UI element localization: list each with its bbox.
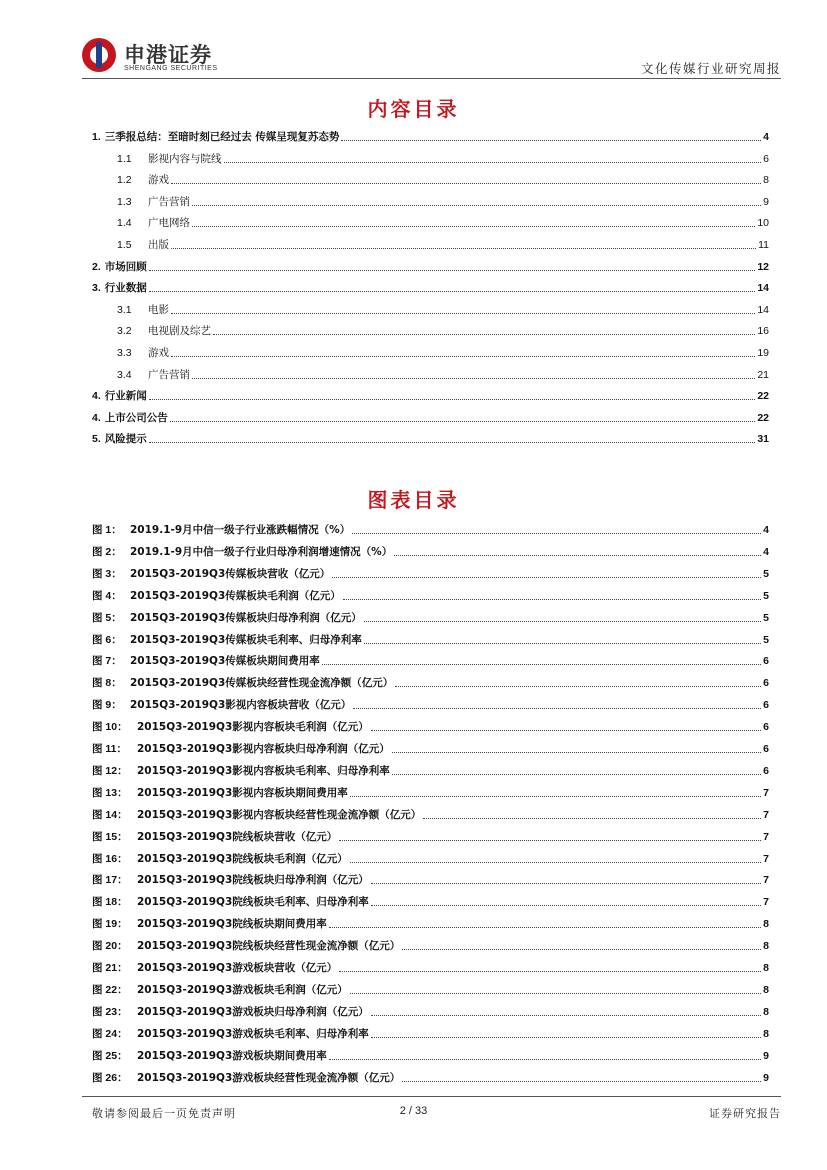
entry-title: 2019.1-9月中信一级子行业涨跌幅情况（%）	[130, 524, 351, 536]
entry-number: 4.	[92, 390, 101, 403]
entry-page-number: 6	[763, 764, 769, 777]
dot-leader	[171, 248, 756, 249]
report-category: 文化传媒行业研究周报	[640, 61, 781, 76]
entry-label	[92, 567, 330, 581]
entry-number: 图 22：	[92, 983, 128, 996]
dot-leader	[395, 686, 761, 687]
toc-entry[interactable]	[117, 234, 769, 252]
entry-title: 电影	[148, 303, 169, 316]
entry-number: 图 1：	[92, 524, 122, 536]
entry-title: 广告营销	[148, 368, 190, 381]
figure-entry[interactable]	[92, 869, 769, 887]
entry-number: 3.3	[117, 347, 132, 359]
entry-title: 2015Q3-2019Q3影视内容板块期间费用率	[137, 786, 348, 799]
entry-label	[92, 611, 362, 625]
entry-page-number: 6	[763, 677, 769, 690]
entry-title: 电视剧及综艺	[148, 325, 211, 338]
dot-leader	[371, 883, 761, 884]
entry-page-number: 5	[763, 633, 769, 646]
dot-leader	[402, 1081, 761, 1082]
entry-label	[117, 195, 190, 209]
entry-label	[92, 939, 400, 953]
entry-title: 市场回顾	[104, 260, 147, 273]
entry-title: 2015Q3-2019Q3院线板块期间费用率	[137, 918, 327, 931]
entry-label	[92, 720, 369, 734]
dot-leader	[329, 1059, 761, 1060]
entry-page-number: 31	[757, 433, 769, 446]
entry-page-number: 19	[757, 347, 769, 359]
entry-title: 行业数据	[104, 282, 147, 295]
entry-label	[117, 152, 222, 166]
figure-entry[interactable]	[92, 1045, 769, 1063]
figure-entry[interactable]	[92, 848, 769, 866]
entry-page-number: 10	[757, 217, 769, 230]
entry-label	[92, 786, 348, 800]
entry-label	[92, 917, 327, 931]
entry-page-number: 8	[763, 174, 769, 187]
entry-label	[92, 130, 339, 144]
dot-leader	[364, 643, 761, 644]
dot-leader	[171, 313, 755, 314]
entry-number: 1.5	[117, 239, 132, 251]
entry-page-number: 5	[763, 589, 769, 602]
entry-title: 2015Q3-2019Q3影视内容板块经营性现金流净额（亿元）	[137, 808, 422, 821]
figure-entry[interactable]	[92, 935, 769, 953]
figure-entry[interactable]	[92, 607, 769, 625]
entry-number: 图 6：	[92, 633, 122, 646]
footer-divider	[82, 1096, 781, 1097]
dot-leader	[423, 818, 761, 819]
dot-leader	[149, 442, 756, 443]
entry-label	[117, 368, 190, 382]
entry-label	[92, 545, 392, 559]
entry-title: 2015Q3-2019Q3游戏板块毛利率、归母净利率	[137, 1027, 369, 1040]
logo-english-name: SHENGANG SECURITIES	[124, 65, 218, 72]
entry-number: 图 10：	[92, 721, 128, 734]
entry-label	[92, 983, 348, 997]
entry-page-number: 4	[763, 131, 769, 143]
entry-number: 图 7：	[92, 655, 122, 668]
dot-leader	[149, 270, 756, 271]
entry-label	[92, 633, 362, 647]
header-divider	[82, 78, 781, 79]
figure-entry[interactable]	[92, 672, 769, 690]
entry-label	[117, 238, 169, 252]
company-logo	[82, 38, 232, 78]
toc-entry[interactable]	[117, 148, 769, 166]
entry-number: 1.	[92, 131, 101, 143]
entry-number: 3.	[92, 282, 101, 295]
entry-page-number: 5	[763, 567, 769, 580]
report-type: 证券研究报告	[709, 1107, 781, 1120]
entry-title: 2015Q3-2019Q3影视内容板块毛利润（亿元）	[137, 721, 369, 734]
entry-title: 三季报总结：至暗时刻已经过去 传媒呈现复苏态势	[104, 131, 340, 143]
dot-leader	[394, 555, 761, 556]
dot-leader	[364, 621, 761, 622]
entry-label	[92, 808, 421, 822]
entry-label	[92, 873, 369, 887]
entry-title: 2019.1-9月中信一级子行业归母净利润增速情况（%）	[130, 545, 393, 558]
entry-title: 2015Q3-2019Q3影视内容板块毛利率、归母净利率	[137, 764, 390, 777]
entry-page-number: 7	[763, 830, 769, 843]
toc-entry[interactable]	[117, 169, 769, 187]
entry-title: 广告营销	[148, 195, 190, 208]
entry-number: 图 9：	[92, 699, 122, 712]
dot-leader	[192, 205, 761, 206]
entry-page-number: 9	[763, 1049, 769, 1062]
page-header	[0, 0, 827, 80]
entry-label	[117, 173, 169, 187]
dot-leader	[213, 334, 755, 335]
toc-entry[interactable]	[117, 299, 769, 317]
entry-page-number: 12	[757, 260, 769, 273]
entry-label	[92, 961, 337, 975]
dot-leader	[341, 140, 761, 141]
entry-label	[92, 830, 337, 844]
dot-leader	[352, 533, 761, 534]
entry-label	[117, 346, 169, 360]
dot-leader	[343, 599, 761, 600]
figure-entry[interactable]	[92, 760, 769, 778]
entry-label	[92, 281, 147, 295]
dot-leader	[171, 183, 761, 184]
entry-page-number: 14	[757, 303, 769, 316]
entry-number: 图 23：	[92, 1005, 128, 1018]
entry-page-number: 8	[763, 918, 769, 931]
toc-entry[interactable]	[117, 212, 769, 230]
disclaimer-note: 敬请参阅最后一页免责声明	[92, 1107, 236, 1120]
entry-page-number: 4	[763, 524, 769, 536]
entry-label	[92, 411, 168, 425]
entry-title: 行业新闻	[104, 390, 147, 403]
entry-page-number: 8	[763, 962, 769, 974]
entry-number: 图 21：	[92, 962, 128, 974]
entry-number: 图 16：	[92, 852, 128, 865]
figure-entry[interactable]	[92, 1023, 769, 1041]
toc-entry[interactable]	[92, 256, 769, 274]
entry-title: 2015Q3-2019Q3院线板块经营性现金流净额（亿元）	[137, 940, 401, 953]
entry-number: 图 5：	[92, 611, 122, 624]
entry-label	[117, 216, 190, 230]
entry-page-number: 6	[763, 655, 769, 668]
dot-leader	[149, 291, 756, 292]
entry-number: 1.3	[117, 195, 132, 208]
dot-leader	[192, 226, 755, 227]
figure-entry[interactable]	[92, 716, 769, 734]
entry-page-number: 16	[757, 325, 769, 338]
figure-entry[interactable]	[92, 629, 769, 647]
entry-label	[92, 895, 369, 909]
figure-entry[interactable]	[92, 563, 769, 581]
entry-title: 2015Q3-2019Q3游戏板块归母净利润（亿元）	[137, 1005, 369, 1018]
entry-title: 2015Q3-2019Q3院线板块毛利率、归母净利率	[137, 896, 369, 909]
entry-page-number: 14	[757, 282, 769, 295]
dot-leader	[371, 905, 761, 906]
entry-number: 5.	[92, 433, 101, 446]
entry-page-number: 6	[763, 721, 769, 734]
entry-title: 广电网络	[148, 217, 190, 230]
figure-entry[interactable]	[92, 826, 769, 844]
entry-number: 图 24：	[92, 1027, 128, 1040]
figure-entry[interactable]	[92, 585, 769, 603]
entry-title: 上市公司公告	[104, 411, 168, 424]
entry-number: 图 20：	[92, 940, 128, 953]
figure-entry[interactable]	[92, 957, 769, 975]
dot-leader	[353, 708, 761, 709]
dot-leader	[392, 752, 761, 753]
entry-label	[92, 389, 147, 403]
entry-number: 图 13：	[92, 786, 128, 799]
dot-leader	[339, 840, 761, 841]
entry-number: 2.	[92, 260, 101, 273]
entry-label	[92, 589, 341, 603]
entry-title: 游戏	[148, 174, 169, 187]
entry-number: 图 19：	[92, 918, 128, 931]
entry-number: 图 8：	[92, 677, 122, 690]
entry-title: 2015Q3-2019Q3游戏板块期间费用率	[137, 1049, 327, 1062]
entry-number: 3.4	[117, 368, 132, 381]
entry-title: 2015Q3-2019Q3传媒板块期间费用率	[130, 655, 320, 668]
entry-number: 图 3：	[92, 567, 122, 580]
entry-number: 1.1	[117, 152, 132, 165]
entry-label	[117, 324, 211, 338]
entry-label	[92, 764, 390, 778]
dot-leader	[350, 796, 761, 797]
dot-leader	[224, 162, 762, 163]
figure-entry[interactable]	[92, 1067, 769, 1085]
entry-number: 4.	[92, 411, 101, 424]
entry-label	[92, 698, 351, 712]
entry-page-number: 11	[758, 239, 769, 251]
entry-title: 2015Q3-2019Q3游戏板块营收（亿元）	[137, 962, 338, 974]
entry-label	[92, 1005, 369, 1019]
entry-label	[92, 742, 390, 756]
figure-entry[interactable]	[92, 541, 769, 559]
entry-page-number: 8	[763, 940, 769, 953]
dot-leader	[322, 664, 761, 665]
figure-entry[interactable]	[92, 738, 769, 756]
toc-entry[interactable]	[117, 342, 769, 360]
entry-page-number: 9	[763, 1071, 769, 1084]
entry-title: 2015Q3-2019Q3影视内容板块归母净利润（亿元）	[137, 743, 390, 755]
toc-entry[interactable]	[92, 385, 769, 403]
entry-title: 2015Q3-2019Q3传媒板块归母净利润（亿元）	[130, 611, 362, 624]
dot-leader	[371, 730, 761, 731]
toc-entry[interactable]	[117, 320, 769, 338]
entry-page-number: 6	[763, 743, 769, 755]
entry-label	[92, 852, 348, 866]
figure-entry[interactable]	[92, 804, 769, 822]
entry-page-number: 8	[763, 983, 769, 996]
entry-title: 2015Q3-2019Q3影视内容板块营收（亿元）	[130, 699, 352, 712]
entry-title: 风险提示	[104, 433, 147, 446]
entry-number: 图 18：	[92, 896, 128, 909]
entry-label	[92, 260, 147, 274]
toc-entry[interactable]	[117, 364, 769, 382]
entry-page-number: 7	[763, 852, 769, 865]
dot-leader	[339, 971, 761, 972]
entry-number: 图 4：	[92, 589, 122, 602]
entry-page-number: 9	[763, 195, 769, 208]
entry-number: 1.4	[117, 217, 132, 230]
entry-title: 2015Q3-2019Q3传媒板块经营性现金流净额（亿元）	[130, 677, 394, 690]
entry-label	[117, 303, 169, 317]
entry-page-number: 4	[763, 545, 769, 558]
toc-entry[interactable]	[92, 407, 769, 425]
entry-page-number: 21	[757, 368, 769, 381]
entry-label	[92, 432, 147, 446]
entry-number: 图 25：	[92, 1049, 128, 1062]
entry-title: 2015Q3-2019Q3传媒板块营收（亿元）	[130, 567, 331, 580]
dot-leader	[402, 949, 761, 950]
entry-page-number: 7	[763, 896, 769, 909]
entry-page-number: 7	[763, 874, 769, 887]
entry-number: 图 12：	[92, 764, 128, 777]
entry-title: 2015Q3-2019Q3院线板块营收（亿元）	[137, 830, 338, 843]
entry-page-number: 8	[763, 1027, 769, 1040]
dot-leader	[371, 1037, 761, 1038]
entry-title: 影视内容与院线	[148, 152, 222, 165]
shengang-logo-icon	[82, 38, 116, 72]
entry-page-number: 8	[763, 1005, 769, 1018]
entry-label	[92, 1049, 327, 1063]
entry-label	[92, 676, 393, 690]
entry-title: 出版	[148, 239, 169, 251]
entry-label	[92, 654, 320, 668]
logo-chinese-name: 申港证券	[124, 43, 212, 67]
entry-page-number: 7	[763, 786, 769, 799]
figure-entry[interactable]	[92, 694, 769, 712]
figure-entry[interactable]	[92, 519, 769, 537]
entry-page-number: 7	[763, 808, 769, 821]
entry-title: 2015Q3-2019Q3传媒板块毛利率、归母净利率	[130, 633, 362, 646]
dot-leader	[170, 421, 756, 422]
toc-entry[interactable]	[117, 191, 769, 209]
figure-entry[interactable]	[92, 782, 769, 800]
toc-entry[interactable]	[92, 277, 769, 295]
figure-entry[interactable]	[92, 891, 769, 909]
dot-leader	[392, 774, 761, 775]
entry-number: 1.2	[117, 174, 132, 187]
figure-entry[interactable]	[92, 913, 769, 931]
figure-entry[interactable]	[92, 650, 769, 668]
dot-leader	[371, 1015, 761, 1016]
toc-entry[interactable]	[92, 428, 769, 446]
figure-entry[interactable]	[92, 1001, 769, 1019]
entry-number: 图 26：	[92, 1071, 128, 1084]
entry-page-number: 6	[763, 699, 769, 712]
entry-page-number: 22	[757, 411, 769, 424]
entry-number: 图 11：	[92, 743, 128, 755]
entry-title: 2015Q3-2019Q3院线板块归母净利润（亿元）	[137, 874, 369, 887]
entry-label	[92, 523, 350, 537]
dot-leader	[350, 862, 761, 863]
entry-title: 2015Q3-2019Q3院线板块毛利润（亿元）	[137, 852, 348, 865]
dot-leader	[192, 378, 755, 379]
dot-leader	[329, 927, 761, 928]
entry-label	[92, 1071, 400, 1085]
toc-heading: 内容目录	[367, 97, 460, 121]
entry-title: 游戏	[148, 347, 169, 359]
toc-entry[interactable]	[92, 126, 769, 144]
entry-number: 图 14：	[92, 808, 128, 821]
page-footer	[0, 1096, 827, 1126]
entry-title: 2015Q3-2019Q3游戏板块毛利润（亿元）	[137, 983, 348, 996]
entry-page-number: 5	[763, 611, 769, 624]
entry-page-number: 6	[763, 152, 769, 165]
dot-leader	[350, 993, 761, 994]
entry-number: 图 15：	[92, 830, 128, 843]
dot-leader	[332, 577, 761, 578]
entry-label	[92, 1027, 369, 1041]
dot-leader	[149, 399, 756, 400]
entry-number: 3.1	[117, 303, 132, 316]
entry-title: 2015Q3-2019Q3传媒板块毛利润（亿元）	[130, 589, 341, 602]
page-number: 2 / 33	[399, 1105, 428, 1117]
entry-page-number: 22	[757, 390, 769, 403]
entry-number: 图 2：	[92, 545, 122, 558]
figures-heading: 图表目录	[367, 488, 460, 512]
entry-number: 图 17：	[92, 874, 128, 887]
entry-number: 3.2	[117, 325, 132, 338]
figure-entry[interactable]	[92, 979, 769, 997]
dot-leader	[171, 356, 755, 357]
entry-title: 2015Q3-2019Q3游戏板块经营性现金流净额（亿元）	[137, 1071, 401, 1084]
